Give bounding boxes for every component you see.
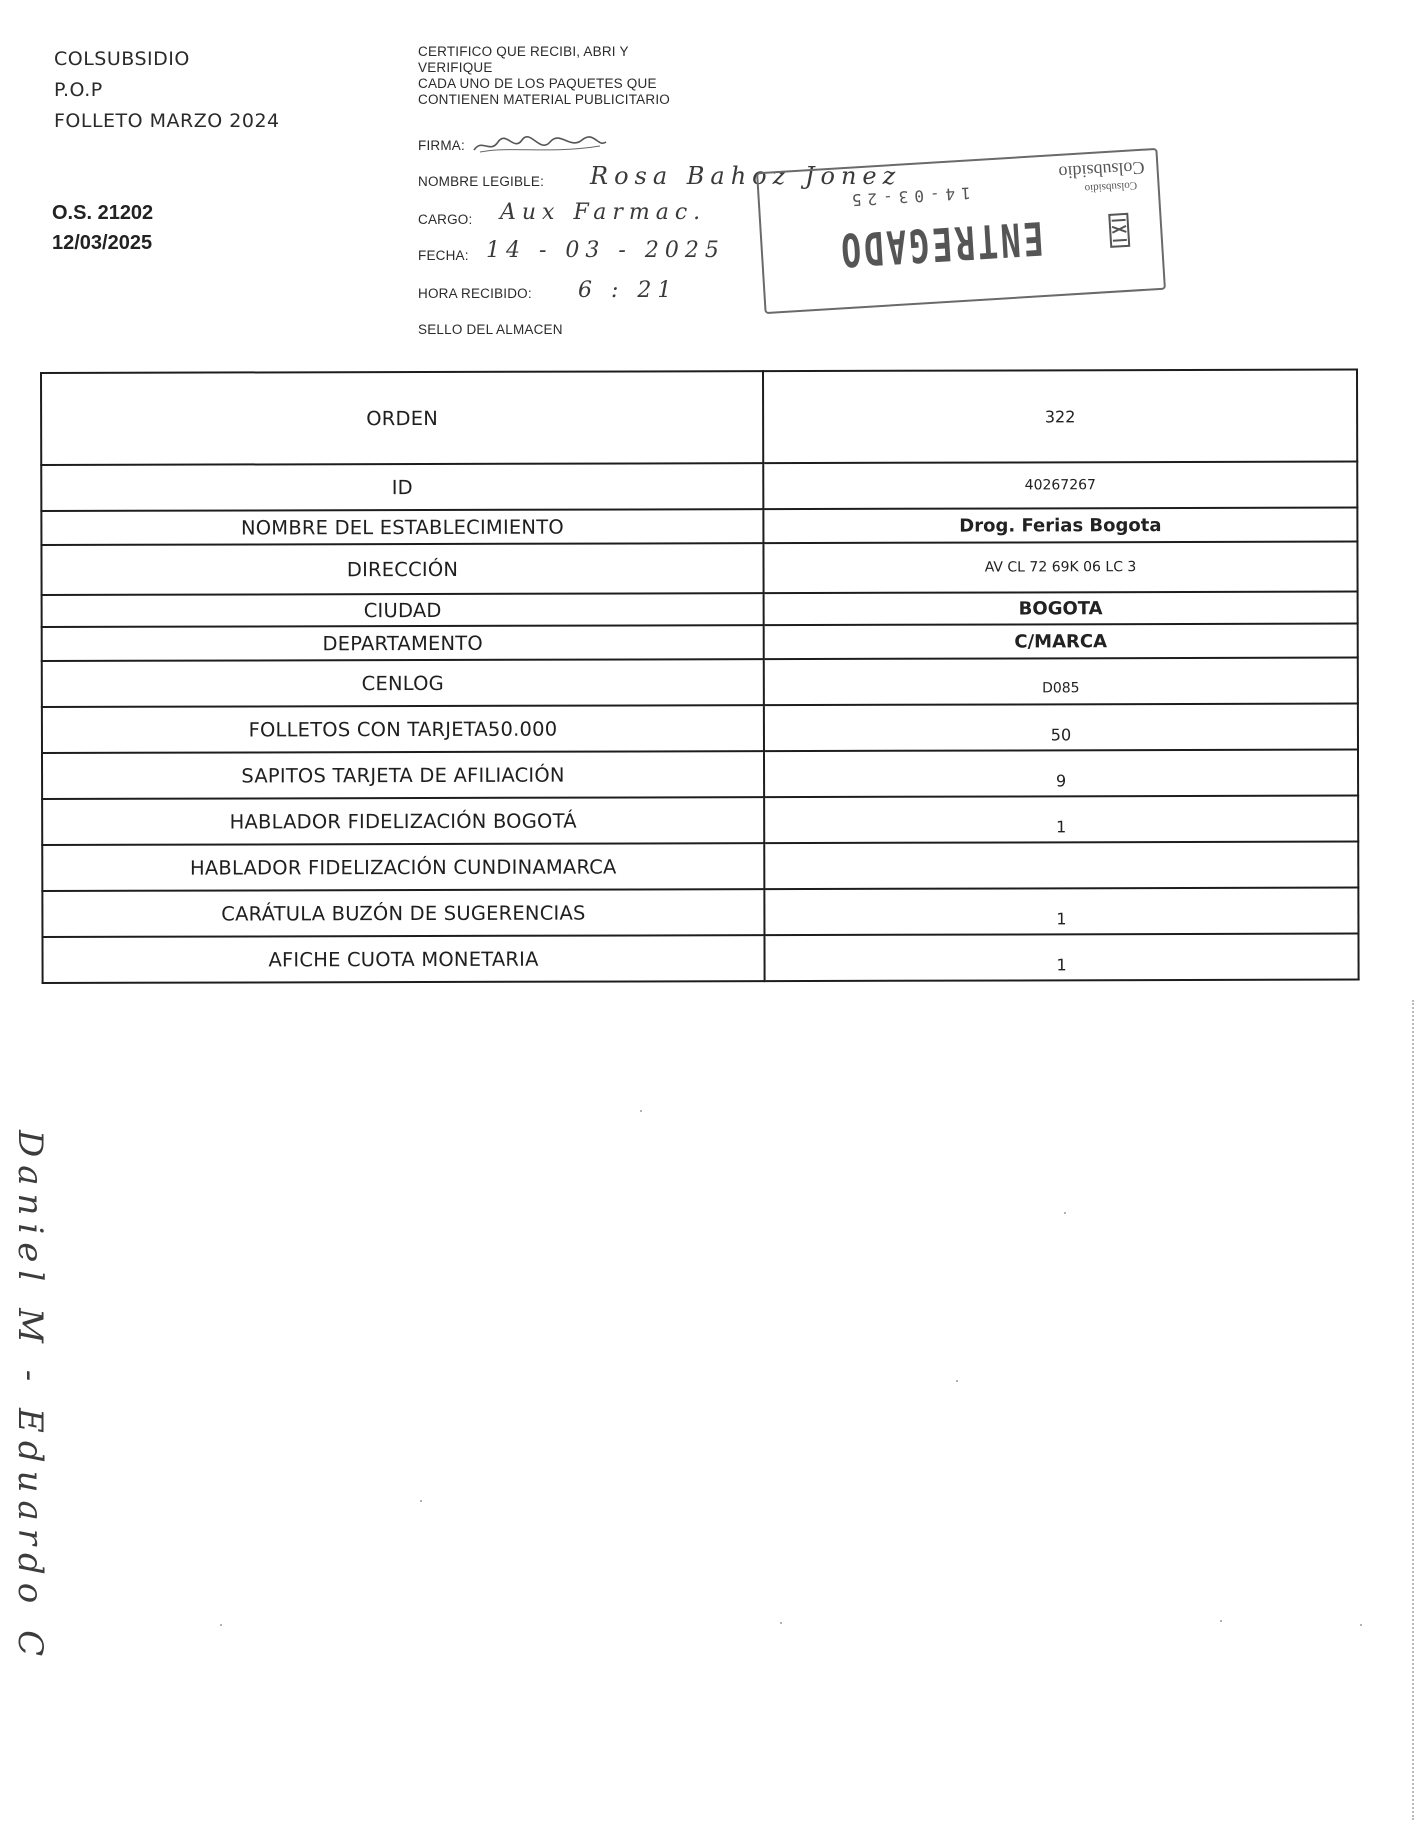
row-label: SAPITOS TARJETA DE AFILIACIÓN: [42, 751, 764, 799]
stamp-logo-icon: [1105, 212, 1133, 250]
margin-handwritten-note: Daniel M - Eduardo C: [10, 1130, 50, 1665]
row-label: CARÁTULA BUZÓN DE SUGERENCIAS: [42, 889, 764, 937]
stamp-date: 14-03-25: [845, 183, 972, 210]
scan-speck: [1220, 1620, 1222, 1622]
delivery-table: [40, 369, 1360, 984]
table-row: [42, 842, 1358, 891]
scan-speck: [220, 1624, 222, 1626]
row-value: BOGOTA: [764, 592, 1358, 626]
hora-label: HORA RECIBIDO:: [418, 286, 532, 301]
service-order-number: O.S. 21202: [52, 202, 154, 224]
cert-line: VERIFIQUE: [418, 60, 493, 75]
row-value: Drog. Ferias Bogota: [763, 508, 1357, 544]
row-value: 50: [764, 704, 1358, 752]
row-label: ID: [41, 463, 763, 511]
row-value: 1: [764, 888, 1358, 936]
row-label: ORDEN: [41, 371, 763, 465]
company-name: COLSUBSIDIO: [54, 48, 190, 70]
row-label: NOMBRE DEL ESTABLECIMIENTO: [41, 509, 763, 545]
scan-edge-line: [1412, 1000, 1414, 1820]
row-value: 40267267: [763, 462, 1357, 510]
stamp-brand-sub: Colsubsidio: [1084, 179, 1138, 195]
table-row: [42, 704, 1358, 753]
handwritten-hora: 6 : 21: [578, 278, 678, 303]
row-value: [764, 842, 1358, 890]
row-value: AV CL 72 69K 06 LC 3: [763, 542, 1357, 594]
row-label: CIUDAD: [42, 593, 764, 627]
certification-text: [418, 44, 778, 108]
table-row: [42, 888, 1358, 937]
row-label: CENLOG: [42, 659, 764, 707]
campaign-title: FOLLETO MARZO 2024: [54, 110, 280, 132]
row-value: C/MARCA: [764, 624, 1358, 660]
cert-line: CONTIENEN MATERIAL PUBLICITARIO: [418, 92, 670, 107]
handwritten-name: Rosa Bahoz Jonez: [590, 162, 902, 190]
row-label: DEPARTAMENTO: [42, 625, 764, 661]
table-row: [42, 750, 1358, 799]
table-row: [42, 934, 1358, 983]
table-row: [42, 796, 1358, 845]
row-value: 1: [764, 934, 1358, 982]
table-row: [42, 658, 1358, 707]
scan-speck: [420, 1500, 422, 1502]
table-row: [42, 624, 1358, 661]
row-label: HABLADOR FIDELIZACIÓN BOGOTÁ: [42, 797, 764, 845]
row-label: HABLADOR FIDELIZACIÓN CUNDINAMARCA: [42, 843, 764, 891]
sello-label: SELLO DEL ALMACEN: [418, 322, 563, 337]
row-label: AFICHE CUOTA MONETARIA: [42, 935, 764, 983]
row-value: D085: [764, 658, 1358, 706]
service-order-block: [52, 198, 153, 258]
header-company-block: [54, 44, 280, 137]
table-row: [41, 462, 1357, 511]
firma-label: FIRMA:: [418, 138, 465, 153]
service-order-date: 12/03/2025: [52, 232, 153, 254]
nombre-label: NOMBRE LEGIBLE:: [418, 174, 545, 189]
scan-speck: [1360, 1624, 1362, 1626]
table-row: [41, 370, 1357, 465]
warehouse-stamp: [756, 148, 1166, 314]
signature-scribble: [470, 132, 610, 158]
scan-speck: [956, 1380, 958, 1382]
cert-line: CADA UNO DE LOS PAQUETES QUE: [418, 76, 657, 91]
row-value: 9: [764, 750, 1358, 798]
row-label: FOLLETOS CON TARJETA50.000: [42, 705, 764, 753]
cert-line: CERTIFICO QUE RECIBI, ABRI Y: [418, 44, 629, 59]
table-row: [41, 508, 1357, 545]
table-row: [42, 592, 1358, 627]
handwritten-cargo: Aux Farmac.: [500, 200, 707, 225]
scan-speck: [640, 1110, 642, 1112]
stamp-entregado: ENTREGADO: [836, 211, 1045, 278]
pop-label: P.O.P: [54, 79, 103, 101]
table-row: [41, 542, 1357, 595]
scan-speck: [1064, 1212, 1066, 1214]
scan-speck: [780, 1622, 782, 1624]
fecha-label: FECHA:: [418, 248, 469, 263]
handwritten-fecha: 14 - 03 - 2025: [486, 238, 725, 263]
cargo-label: CARGO:: [418, 212, 473, 227]
row-value: 322: [763, 370, 1357, 464]
row-value: 1: [764, 796, 1358, 844]
row-label: DIRECCIÓN: [41, 543, 763, 595]
stamp-brand: Colsubsidio: [1057, 157, 1146, 183]
